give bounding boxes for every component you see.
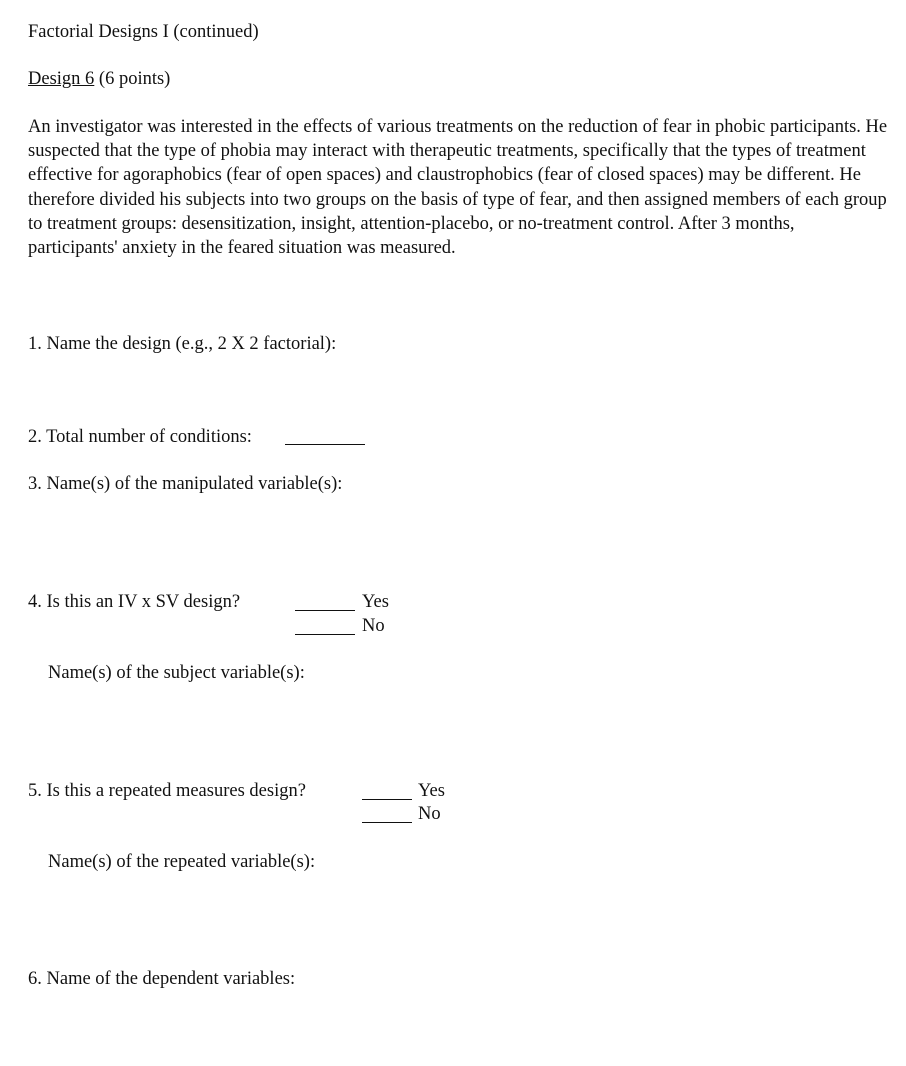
question-1: 1. Name the design (e.g., 2 X 2 factorial): [28,334,337,354]
q4-no-blank[interactable] [295,634,355,635]
q5-yes-blank[interactable] [362,799,412,800]
question-6: 6. Name of the dependent variables: [28,969,296,989]
q5-yes-option: Yes [418,781,445,801]
question-5: 5. Is this a repeated measures design? [28,781,306,801]
page-title: Factorial Designs I (continued) [28,22,259,42]
q4-yes-blank[interactable] [295,610,355,611]
question-4: 4. Is this an IV x SV design? [28,592,241,612]
q4-no-option: No [362,616,385,636]
question-3: 3. Name(s) of the manipulated variable(s): [28,474,343,494]
q5-no-option: No [418,804,441,824]
q5-no-blank[interactable] [362,822,412,823]
question-2: 2. Total number of conditions: [28,427,252,447]
design-label: Design 6 [28,69,95,89]
scenario-paragraph: An investigator was interested in the effects of various treatments on the reduction of fear in phobic participants. He suspected that the type of phobia may interact with therapeutic treatments, specifically that the types of treatment effective for agoraphobics (fear of open spaces) and claustrophobics (fear of closed spaces) may be different. He therefore divided his subjects into two groups on the basis of type of fear, and then assigned members of each group to treatment groups: desensitization, insight, attention-placebo, or no-treatment control. After 3 months, participants' anxiety in the feared situation was measured. [28,117,888,259]
design-points: (6 points) [98,69,171,89]
subject-variable-prompt: Name(s) of the subject variable(s): [48,663,305,683]
repeated-variable-prompt: Name(s) of the repeated variable(s): [48,852,316,872]
design-heading [28,67,170,91]
q4-yes-option: Yes [362,592,389,612]
conditions-answer-blank[interactable] [285,444,365,445]
